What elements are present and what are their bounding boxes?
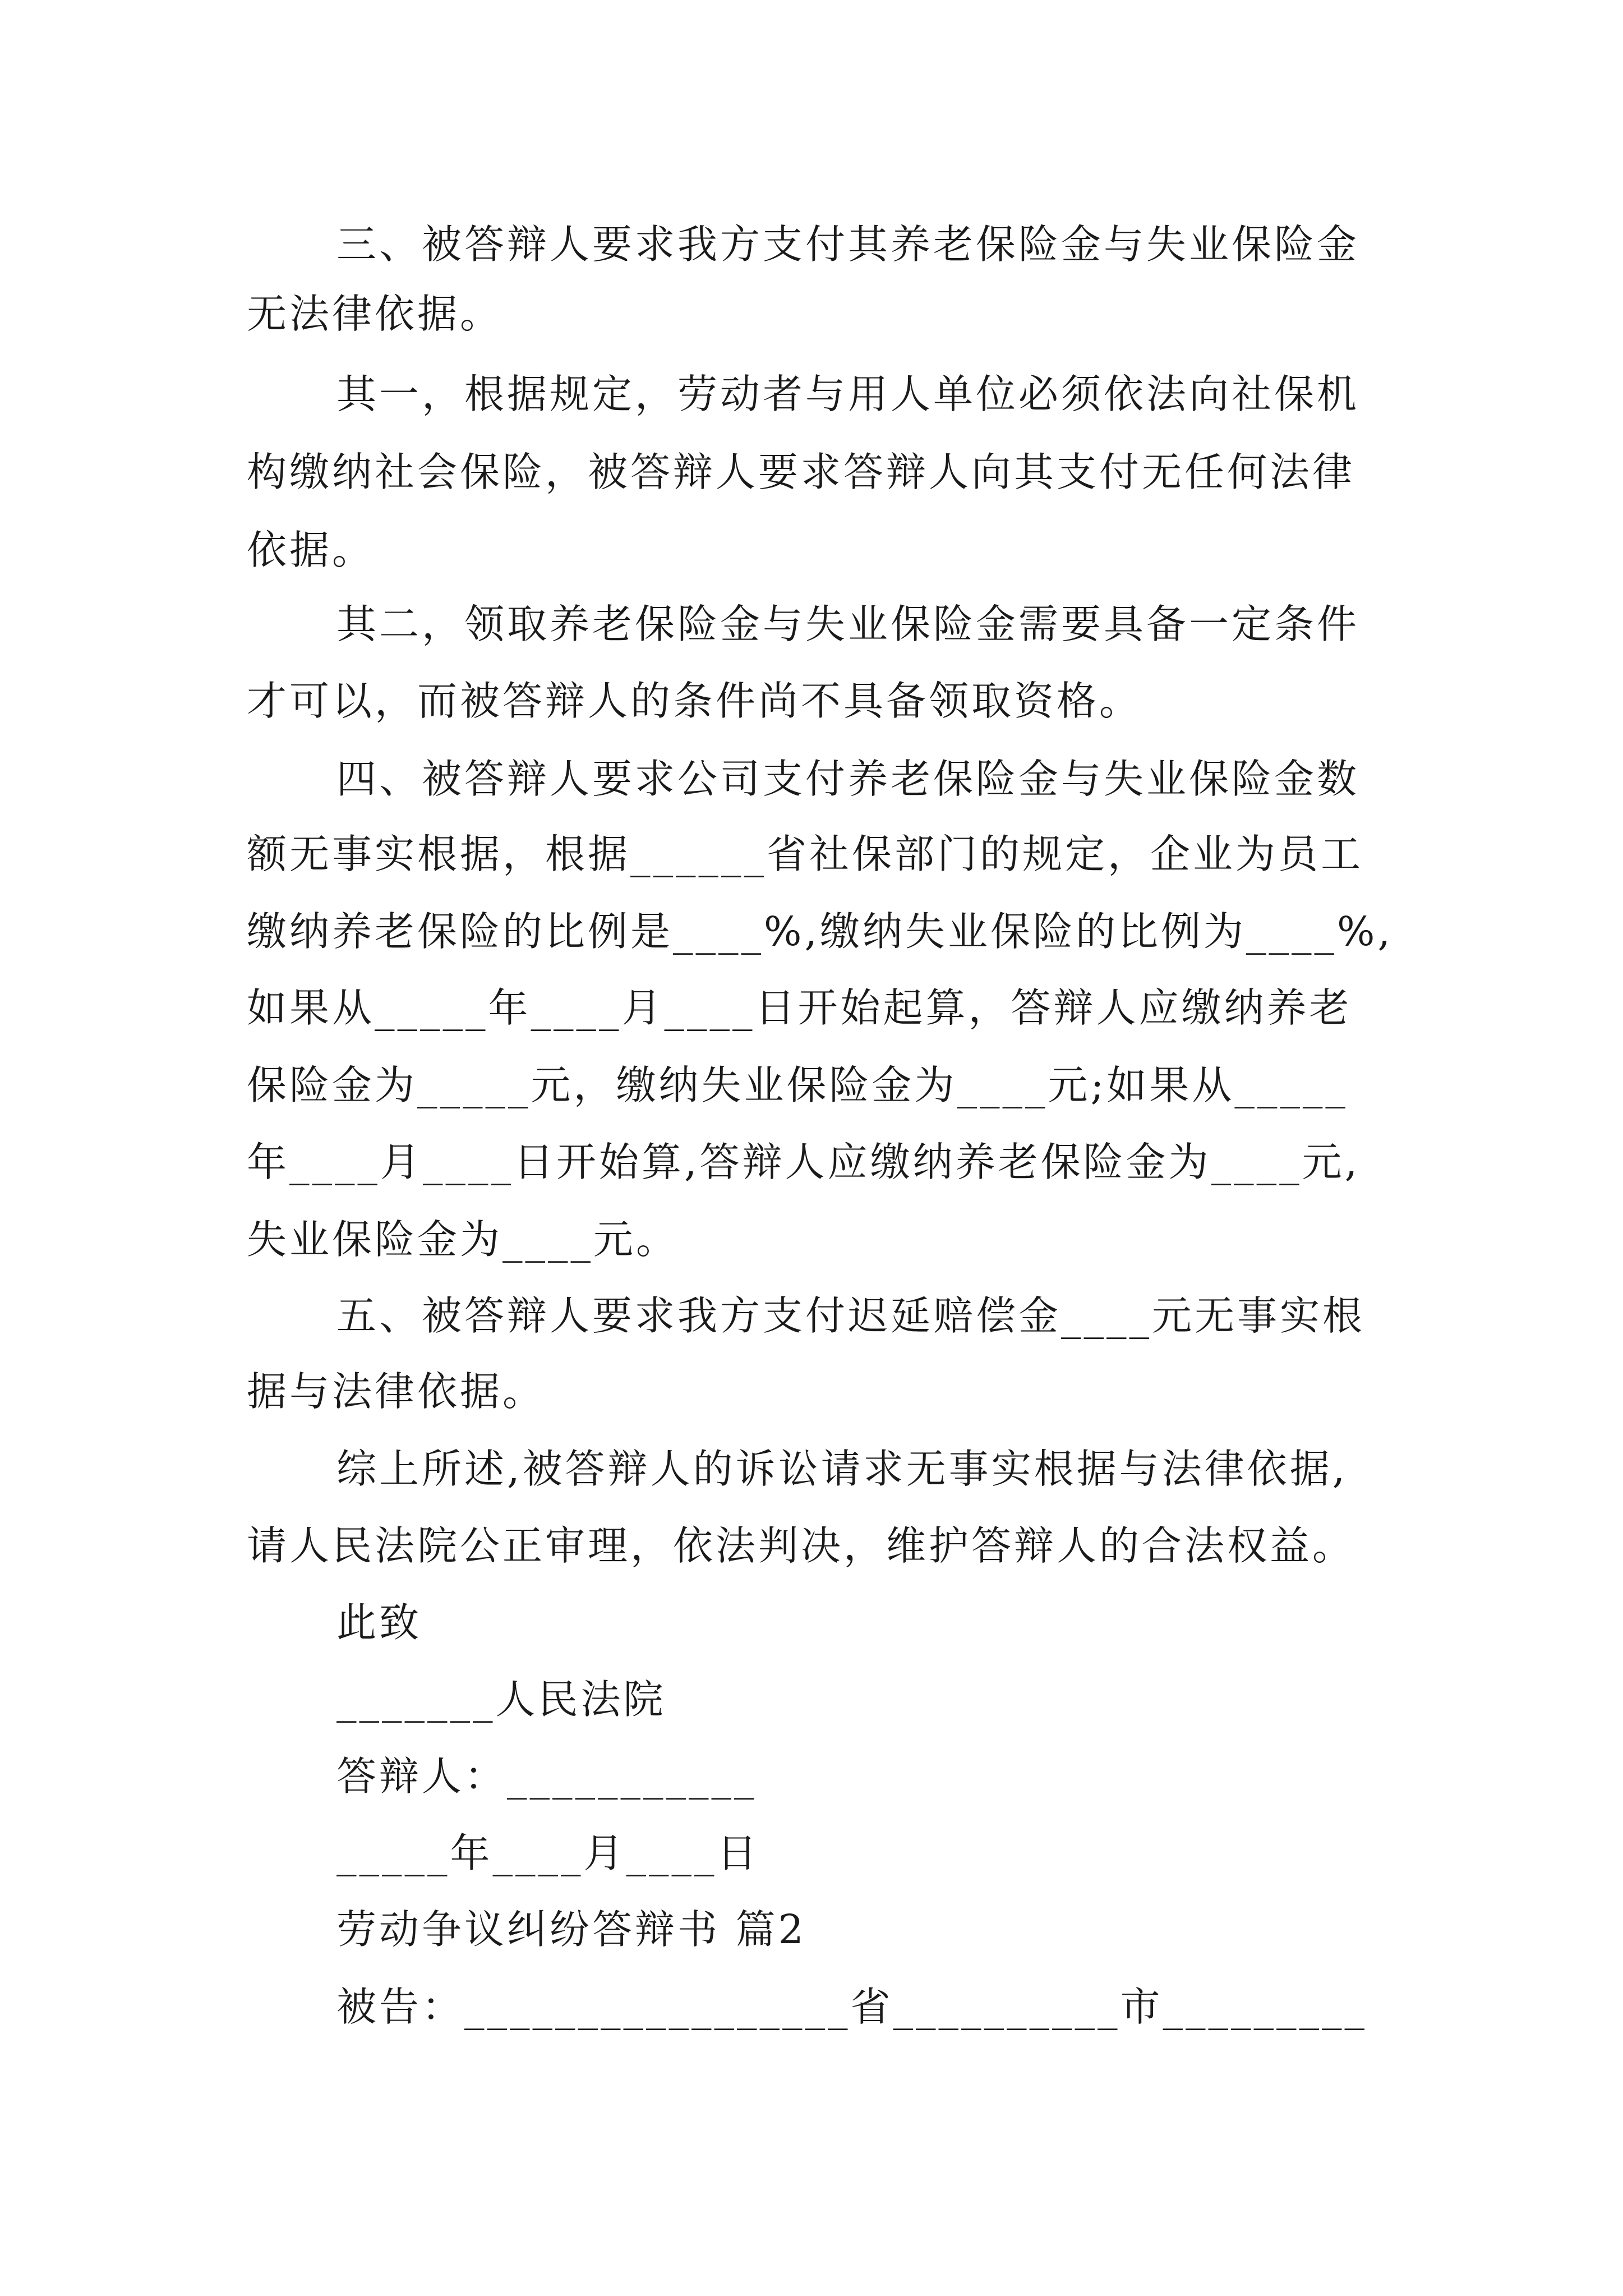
paragraph-3-line-2: 无法律依据。	[247, 291, 503, 337]
salutation: 此致	[336, 1599, 422, 1646]
paragraph-4-line-5: 保险金为_____元，缴纳失业保险金为____元;如果从_____	[247, 1062, 1348, 1108]
paragraph-4-line-2: 额无事实根据，根据______省社保部门的规定，企业为员工	[247, 831, 1364, 877]
summary-line-1: 综上所述,被答辩人的诉讼请求无事实根据与法律依据,	[336, 1446, 1348, 1492]
paragraph-3a-line-2: 构缴纳社会保险，被答辩人要求答辩人向其支付无任何法律	[247, 449, 1355, 495]
court-name: _______人民法院	[336, 1676, 666, 1723]
defendant-line: 被告：_________________省__________市_________	[336, 1984, 1368, 2030]
paragraph-5-line-1: 五、被答辩人要求我方支付迟延赔偿金____元无事实根	[336, 1292, 1366, 1339]
section-title: 劳动争议纠纷答辩书 篇2	[336, 1906, 806, 1953]
paragraph-4-line-1: 四、被答辩人要求公司支付养老保险金与失业保险金数	[336, 756, 1360, 802]
paragraph-3-line-1: 三、被答辩人要求我方支付其养老保险金与失业保险金	[336, 221, 1360, 268]
paragraph-4-line-7: 失业保险金为____元。	[247, 1216, 679, 1263]
paragraph-4-line-6: 年____月____日开始算,答辩人应缴纳养老保险金为____元,	[247, 1139, 1361, 1185]
paragraph-4-line-3: 缴纳养老保险的比例是____%,缴纳失业保险的比例为____%,	[247, 908, 1394, 955]
date-line: _____年____月____日	[336, 1830, 760, 1876]
paragraph-5-line-2: 据与法律依据。	[247, 1368, 546, 1415]
paragraph-3b-line-1: 其二，领取养老保险金与失业保险金需要具备一定条件	[336, 601, 1360, 647]
paragraph-3b-line-2: 才可以，而被答辩人的条件尚不具备领取资格。	[247, 678, 1142, 724]
paragraph-3a-line-1: 其一，根据规定，劳动者与用人单位必须依法向社保机	[336, 371, 1360, 417]
summary-line-2: 请人民法院公正审理，依法判决，维护答辩人的合法权益。	[247, 1522, 1355, 1569]
paragraph-4-line-4: 如果从_____年____月____日开始起算，答辩人应缴纳养老	[247, 984, 1352, 1031]
paragraph-3a-line-3: 依据。	[247, 527, 375, 573]
respondent-signature: 答辩人：___________	[336, 1753, 757, 1800]
